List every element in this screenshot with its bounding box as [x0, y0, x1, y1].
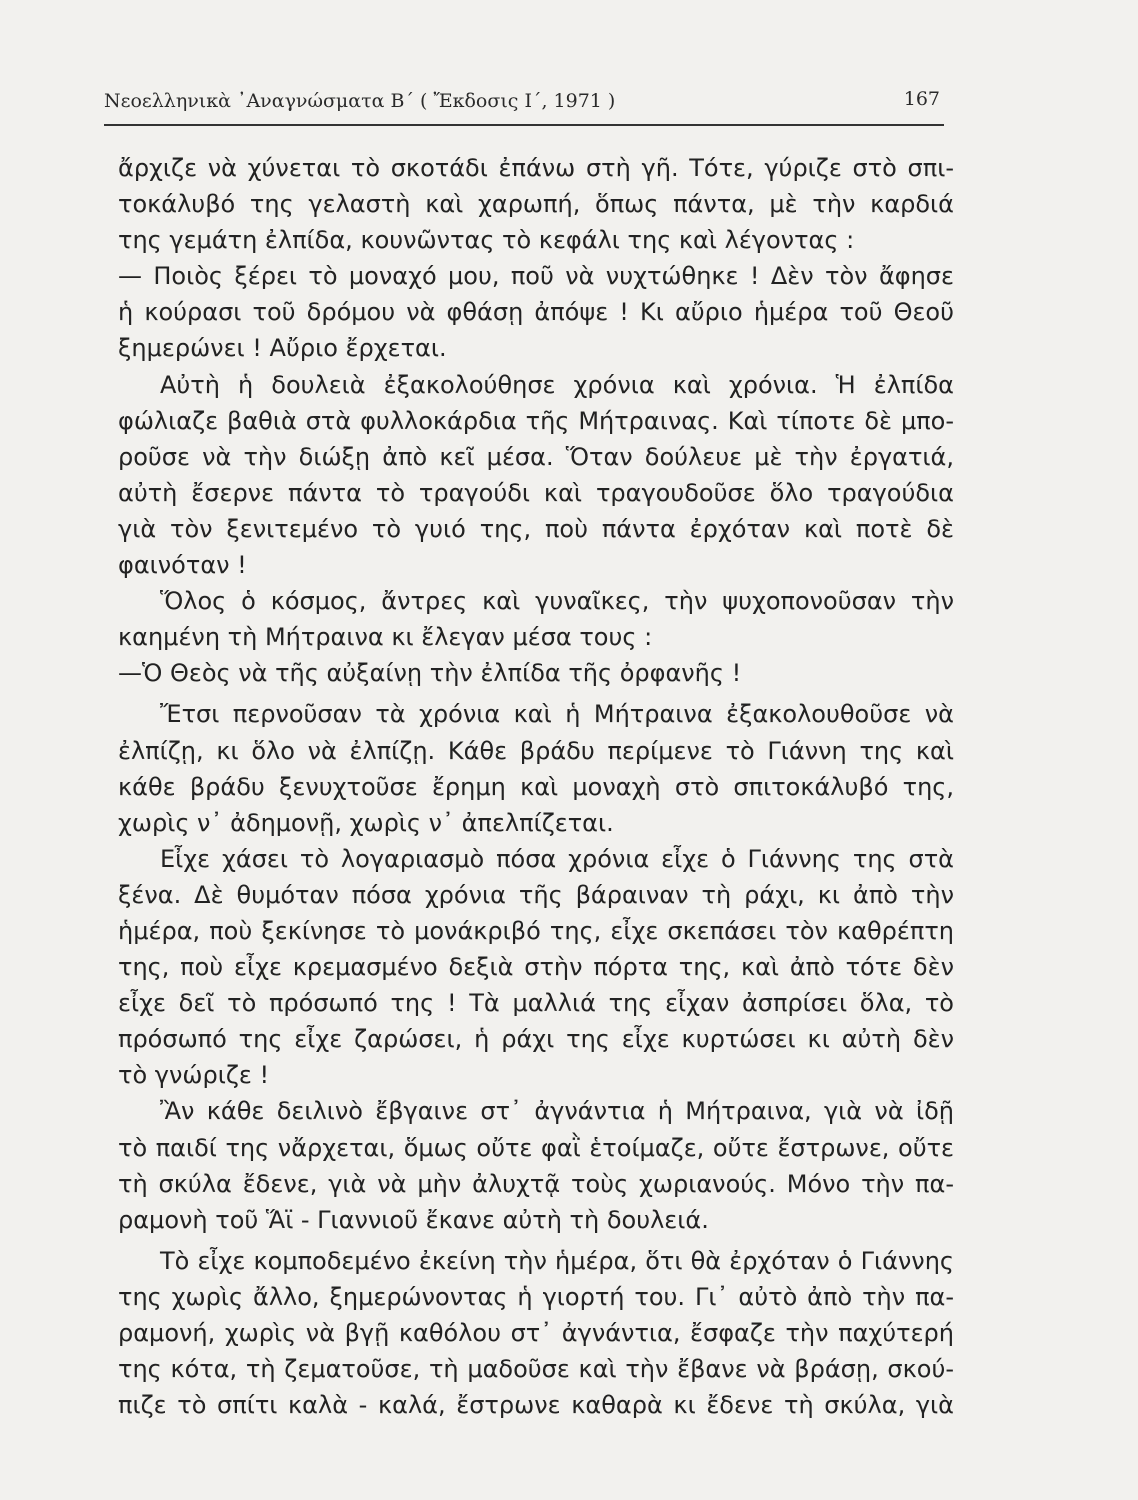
text-line: —Ὁ Θεὸς νὰ τῆς αὐξαίνῃ τὴν ἐλπίδα τῆς ὀρφανῆς ! — [118, 659, 742, 688]
text-line: ἡμέρα, ποὺ ξεκίνησε τὸ μονάκριβό της, εἶχε σκεπάσει τὸν καθρέπτη — [118, 916, 954, 945]
text-line: της γεμάτη ἐλπίδα, κουνῶντας τὸ κεφάλι της καὶ λέγοντας : — [118, 226, 855, 255]
text-line: φώλιαζε βαθιὰ στὰ φυλλοκάρδια τῆς Μήτραινας. Καὶ τίποτε δὲ μπο- — [118, 406, 954, 435]
text-line: πιζε τὸ σπίτι καλὰ - καλά, ἔστρωνε καθαρὰ κι ἔδενε τὴ σκύλα, γιὰ — [118, 1391, 954, 1420]
text-line: ἡ κούρασι τοῦ δρόμου νὰ φθάσῃ ἀπόψε ! Κι αὔριο ἡμέρα τοῦ Θεοῦ — [118, 298, 954, 327]
text-line: φαινόταν ! — [118, 551, 247, 580]
text-line: ραμονὴ τοῦ Ἅϊ - Γιαννιοῦ ἔκανε αὐτὴ τὴ δουλειά. — [118, 1205, 709, 1234]
running-header — [104, 86, 944, 122]
text-line: τὸ παιδί της νἄρχεται, ὅμως οὔτε φαῒ ἑτοίμαζε, οὔτε ἔστρωνε, οὔτε — [118, 1133, 954, 1162]
text-line: ἐλπίζῃ, κι ὅλο νὰ ἐλπίζῃ. Κάθε βράδυ περίμενε τὸ Γιάννη της καὶ — [118, 736, 954, 765]
text-line: κάθε βράδυ ξενυχτοῦσε ἔρημη καὶ μοναχὴ στὸ σπιτοκάλυβό της, — [118, 772, 954, 801]
text-line: Ἔτσι περνοῦσαν τὰ χρόνια καὶ ἡ Μήτραινα ἐξακολουθοῦσε νὰ — [160, 700, 954, 729]
page-number: 167 — [903, 88, 940, 110]
text-line: Εἶχε χάσει τὸ λογαριασμὸ πόσα χρόνια εἶχε ὁ Γιάννης της στὰ — [160, 844, 954, 873]
text-line: καημένη τὴ Μήτραινα κι ἔλεγαν μέσα τους : — [118, 623, 653, 652]
text-line: εἶχε δεῖ τὸ πρόσωπό της ! Τὰ μαλλιά της εἶχαν ἀσπρίσει ὅλα, τὸ — [118, 989, 954, 1018]
text-line: τὴ σκύλα ἔδενε, γιὰ νὰ μὴν ἀλυχτᾷ τοὺς χωριανούς. Μόνο τὴν πα- — [118, 1169, 954, 1198]
text-line: πρόσωπό της εἶχε ζαρώσει, ἡ ράχι της εἶχε κυρτώσει κι αὐτὴ δὲν — [118, 1025, 954, 1054]
text-line: τοκάλυβό της γελαστὴ καὶ χαρωπή, ὅπως πάντα, μὲ τὴν καρδιά — [118, 190, 954, 219]
text-line: ἄρχιζε νὰ χύνεται τὸ σκοτάδι ἐπάνω στὴ γῆ. Τότε, γύριζε στὸ σπι- — [118, 154, 954, 182]
text-line: χωρὶς ν᾿ ἀδημονῇ, χωρὶς ν᾿ ἀπελπίζεται. — [118, 808, 614, 837]
text-line: ξημερώνει ! Αὔριο ἔρχεται. — [118, 334, 447, 363]
text-line: της χωρὶς ἄλλο, ξημερώνοντας ἡ γιορτή του. Γι᾿ αὐτὸ ἀπὸ τὴν πα- — [118, 1282, 954, 1311]
text-line: ροῦσε νὰ τὴν διώξῃ ἀπὸ κεῖ μέσα. Ὅταν δούλευε μὲ τὴν ἐργατιά, — [118, 442, 954, 471]
text-line: ξένα. Δὲ θυμόταν πόσα χρόνια τῆς βάραιναν τὴ ράχι, κι ἀπὸ τὴν — [118, 880, 954, 909]
text-line: ραμονή, χωρὶς νὰ βγῇ καθόλου στ᾿ ἀγνάντια, ἔσφαζε τὴν παχύτερή — [118, 1319, 954, 1347]
text-line: της, ποὺ εἶχε κρεμασμένο δεξιὰ στὴν πόρτα της, καὶ ἀπὸ τότε δὲν — [118, 953, 954, 982]
running-title: Νεοελληνικὰ ᾿Αναγνώσματα Β΄ ( Ἔκδοσις Ι΄, 1971 ) — [104, 90, 616, 112]
text-line: αὐτὴ ἔσερνε πάντα τὸ τραγούδι καὶ τραγουδοῦσε ὅλο τραγούδια — [118, 478, 954, 507]
text-line: γιὰ τὸν ξενιτεμένο τὸ γυιό της, ποὺ πάντα ἐρχόταν καὶ ποτὲ δὲ — [118, 514, 954, 543]
text-line: της κότα, τὴ ζεματοῦσε, τὴ μαδοῦσε καὶ τὴν ἔβανε νὰ βράσῃ, σκού- — [118, 1355, 954, 1384]
text-line: — Ποιὸς ξέρει τὸ μοναχό μου, ποῦ νὰ νυχτώθηκε ! Δὲν τὸν ἄφησε — [118, 262, 954, 291]
text-line: Τὸ εἶχε κομποδεμένο ἐκείνη τὴν ἡμέρα, ὅτι θὰ ἐρχόταν ὁ Γιάννης — [160, 1246, 954, 1275]
text-line: Ὅλος ὁ κόσμος, ἄντρες καὶ γυναῖκες, τὴν ψυχοπονοῦσαν τὴν — [160, 587, 954, 616]
body-text — [118, 150, 954, 1423]
header-rule — [104, 124, 944, 126]
text-line: Αὐτὴ ἡ δουλειὰ ἐξακολούθησε χρόνια καὶ χρόνια. Ἡ ἐλπίδα — [160, 370, 954, 399]
text-line: τὸ γνώριζε ! — [118, 1061, 270, 1090]
text-line: Ἂν κάθε δειλινὸ ἔβγαινε στ᾿ ἀγνάντια ἡ Μήτραινα, γιὰ νὰ ἰδῇ — [160, 1097, 954, 1126]
